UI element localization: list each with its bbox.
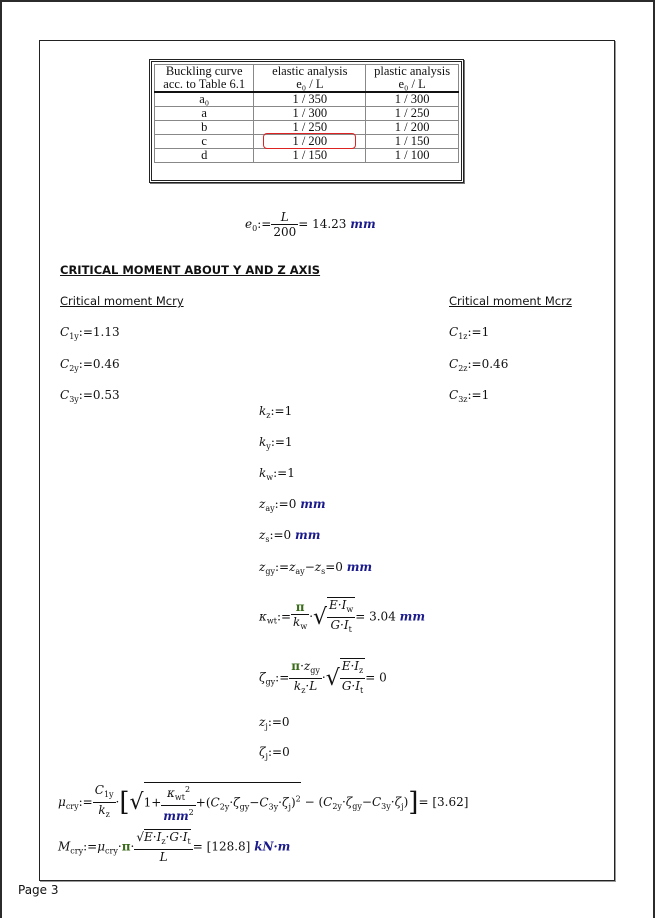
table-row: [155, 107, 459, 121]
table-header-cell: plastic analysis: [366, 65, 459, 79]
table-row: [155, 92, 459, 107]
zay-value: $z_{ay}:=0$ mm: [259, 497, 326, 513]
table-cell: 1 / 300: [254, 107, 366, 121]
zj-value: $z_j:=0$: [259, 715, 290, 731]
kappa-wt-equation: $\kappa_{wt}:=$ $\frac{\pi}{k_w}$ ·√ $\frac{E\cdot I_w}{G\cdot I_t}$ = 3.04 mm: [259, 597, 425, 637]
viewer-left-border: [0, 0, 2, 918]
table-cell: 1 / 250: [254, 121, 366, 135]
left-subheading: Critical moment Mcry: [60, 294, 184, 308]
highlight-box: 1 / 200: [263, 133, 356, 149]
table-row: [155, 135, 459, 149]
kz-value: $k_z:=1$: [259, 404, 293, 420]
c1z-value: $C_{1z}:=1$: [449, 325, 490, 341]
table-cell: 1 / 250: [366, 107, 459, 121]
table-cell: 1 / 100: [366, 149, 459, 163]
table-cell: 1 / 150: [366, 135, 459, 149]
page-number-label: Page 3: [18, 883, 59, 897]
table-cell: a₀: [155, 92, 254, 107]
ky-value: $k_y:=1$: [259, 435, 293, 451]
kw-value: $k_w:=1$: [259, 466, 295, 482]
table-cell: 1 / 300: [366, 92, 459, 107]
table-cell: c: [155, 135, 254, 149]
table-header-row: [155, 78, 459, 92]
zeta-gy-equation: $\zeta_{gy}:=$ $\frac{\pi\cdot z_{gy}}{k_z\cdot L}$ ·√ $\frac{E\cdot I_z}{G\cdot I_t}$ = 0: [259, 658, 387, 698]
viewer-top-border: [0, 0, 655, 2]
table-cell: 1 / 150: [254, 149, 366, 163]
right-subheading: Critical moment Mcrz: [449, 294, 572, 308]
m-cry-equation: $M_{cry}:=\mu_{cry}\cdot\pi\cdot$ $\frac{√E\cdot I_z\cdot G\cdot I_t}{L}$ = [128.8] kN·m: [58, 830, 291, 864]
table-header-cell: Buckling curve: [155, 65, 254, 79]
table-header-cell: elastic analysis: [254, 65, 366, 79]
zetaj-value: $\zeta_j:=0$: [259, 745, 290, 761]
table-cell: 1 / 350: [254, 92, 366, 107]
c2z-value: $C_{2z}:=0.46$: [449, 357, 509, 373]
mu-cry-equation: $\mu_{cry}:=$ $\frac{C_{1y}}{k_z}$ ·[√1+ $\frac{\kappa_{wt}^2}{mm^2}$ $+(C_{2y}\cdot\zeta_{gy}-C_{3y}\cdot\zeta_j)^2 - (C_{2y}\cdot\zeta_{gy}-C_{3y}\cdot\zeta_j)]= [3.62]$: [58, 783, 469, 823]
table-cell: 1 / 200: [366, 121, 459, 135]
table-header-cell: acc. to Table 6.1: [155, 78, 254, 92]
table-cell: d: [155, 149, 254, 163]
zs-value: $z_s:=0$ mm: [259, 528, 321, 544]
c3y-value: $C_{3y}:=0.53$: [60, 388, 120, 404]
table-header-cell: e₀ / L: [254, 78, 366, 92]
c1y-value: $C_{1y}:=1.13$: [60, 325, 120, 341]
table-row: [155, 149, 459, 163]
table-cell: b: [155, 121, 254, 135]
table-cell: a: [155, 107, 254, 121]
c3z-value: $C_{3z}:=1$: [449, 388, 490, 404]
table-header-cell: e₀ / L: [366, 78, 459, 92]
buckling-curve-table: [149, 59, 464, 183]
e0-equation: $e_0:=$ $\frac{L}{200}$ = 14.23 mm: [245, 210, 376, 239]
c2y-value: $C_{2y}:=0.46$: [60, 357, 120, 373]
table-cell-highlighted: [254, 135, 366, 149]
table-header-row: [155, 65, 459, 79]
zgy-equation: $z_{gy}:=z_{ay}-z_s=0$ mm: [259, 560, 373, 576]
section-heading: CRITICAL MOMENT ABOUT Y AND Z AXIS: [60, 263, 321, 277]
